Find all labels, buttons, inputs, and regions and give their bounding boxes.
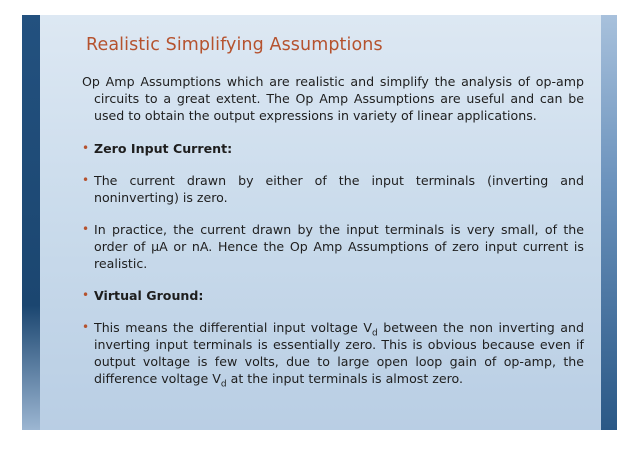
bullet-zero-current-definition [82,172,584,206]
text-segment: between the non inverting and inverting input terminals is essentially zero. This is obvious because even if output voltage is few volts, due to large open loop gain of op-amp, the difference voltage V [94,320,584,386]
right-accent-bar [601,15,617,430]
intro-paragraph: Op Amp Assumptions which are realistic and simplify the analysis of op-amp circuits to a great extent. The Op Amp Assumptions are useful and can be used to obtain the output expressions in variety of linear applications. [82,74,584,123]
bullet-text: Virtual Ground: [94,288,204,303]
text-segment: at the input terminals is almost zero. [226,371,464,386]
bullet-zero-input-current-heading [82,140,584,157]
left-accent-bar [22,15,40,430]
bullet-text [94,320,584,390]
bullet-marker-icon: • [82,222,90,236]
text-segment: This means the differential input voltage V [94,320,372,335]
bullet-text: In practice, the current drawn by the input terminals is very small, of the order of µA or nA. Hence the Op Amp Assumptions of zero input current is realistic. [94,222,584,271]
subscript-d: d [371,328,378,339]
bullet-marker-icon: • [82,288,90,302]
bullet-marker-icon: • [82,173,90,187]
bullet-marker-icon: • [82,141,90,155]
slide-body [82,73,584,402]
bullet-text: Zero Input Current: [94,141,233,156]
slide [22,15,617,430]
bullet-text: The current drawn by either of the input terminals (inverting and noninverting) is zero. [94,173,584,205]
bullet-virtual-ground-heading [82,287,584,304]
slide-title: Realistic Simplifying Assumptions [86,35,383,55]
bullet-virtual-ground-definition [82,319,584,390]
subscript-d: d [220,379,227,390]
bullet-zero-current-practice [82,221,584,272]
bullet-marker-icon: • [82,320,90,334]
